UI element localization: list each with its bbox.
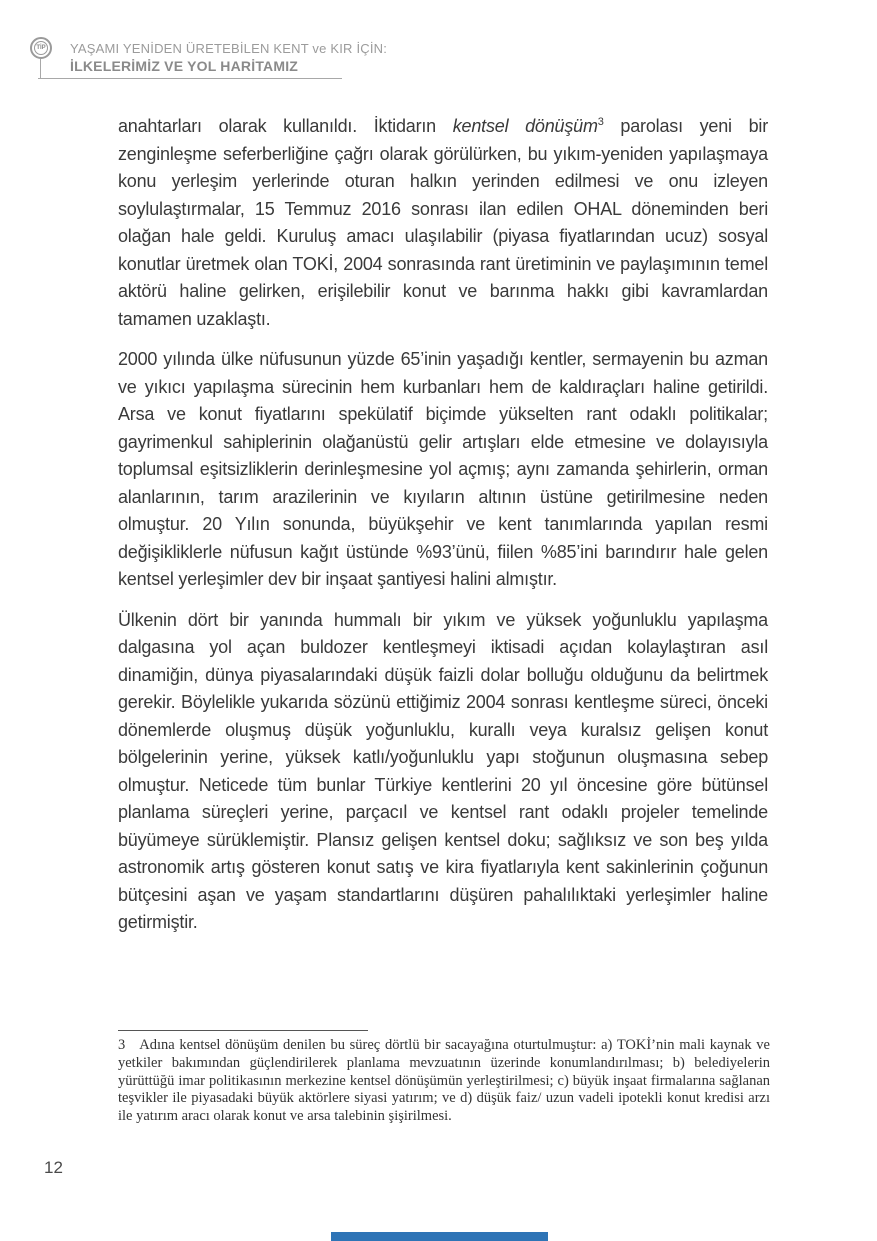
footnote-reference-3: 3 (597, 116, 604, 128)
paragraph-3: Ülkenin dört bir yanında hummalı bir yıkım ve yüksek yoğunluklu yapılaşma dalgasına yol açan buldozer kentleşmeyi iktisadi açıdan kolaylaştıran asıl dinamiğin, dünya piyasalarındaki düşük faizli dolar bolluğu olduğunu da belirtmek gerekir. Böylelikle yukarıda sözünü ettiğimiz 2004 sonrası kentleşme süreci, önceki dönemlerde oluşmuş düşük yoğunluklu, kurallı veya kuralsız gelişen konut bölgelerinin yerine, yüksek katlı/yoğunluklu yapı stoğunun oluşmasına sebep olmuştur. Neticede tüm bunlar Türkiye kentlerini 20 yıl öncesine göre bütünsel planlama süreçleri yerine, parçacıl ve kentsel rant odaklı projeler temelinde büyümeye sürüklemiştir. Plansız gelişen kentsel doku; sağlıksız ve son beş yılda astronomik artış gösteren konut satış ve kira fiyatlarıyla kent sakinlerinin çoğunun bütçesini aşan ve yaşam standartlarını düşüren pahalılıktaki yerleşimler haline getirmiştir. (118, 609, 768, 932)
tip-logo-text: TİP (34, 41, 48, 55)
header-underline (38, 78, 342, 79)
paragraph-1-pre: anahtarları olarak kullanıldı. İktidarın (118, 116, 453, 136)
page-number: 12 (44, 1158, 63, 1177)
paragraph-1 (118, 113, 768, 333)
header-title-line1: YAŞAMI YENİDEN ÜRETEBİLEN KENT ve KIR İÇİN: (70, 41, 388, 56)
paragraph-1-post: parolası yeni bir zenginleşme seferberliğine çağrı olarak görülürken, bu yıkım-yeniden yapılaşmaya konu yerleşim yerlerinde oturan halkın yerinden edilmesi ve onu izleyen soylulaştırmalar, 15 Temmuz 2016 sonrası ilan edilen OHAL döneminden beri olağan hale geldi. Kuruluş amacı ulaşılabilir (piyasa fiyatlarından ucuz) sosyal konutlar üretmek olan TOKİ, 2004 sonrasında rant üretiminin ve paylaşımının temel aktörü haline gelirken, erişilebilir konut ve barınma hakkı gibi kavramlardan tamamen uzaklaştı. (118, 116, 768, 329)
tip-party-logo-icon (30, 37, 52, 59)
footnote-number: 3 (118, 1037, 126, 1053)
bottom-accent-bar (331, 1232, 548, 1241)
footnote-block (118, 1037, 770, 1126)
paragraph-1-italic-phrase: kentsel dönüşüm (452, 116, 598, 136)
paragraph-2: 2000 yılında ülke nüfusunun yüzde 65’inin yaşadığı kentler, sermayenin bu azman ve yıkıcı yapılaşma sürecinin hem kurbanları hem de kaldıraçları haline getirildi. Arsa ve konut fiyatlarını spekülatif biçimde yükselten rant odaklı politikalar; gayrimenkul sahiplerinin olağanüstü gelir artışları elde etmesine ve dolayısıyla toplumsal eşitsizliklerin derinleşmesine yol açmış; aynı zamanda şehirlerin, orman alanlarının, tarım arazilerinin ve kıyıların altının üstüne getirilmesine neden olmuştur. 20 Yılın sonunda, büyükşehir ve kent tanımlarında yapılan resmi değişikliklerle nüfusun kağıt üstünde %93’ünü, fiilen %85’ini barındırır hale gelen kentsel yerleşimler dev bir inşaat şantiyesi halini almıştır. (118, 349, 768, 589)
header-title-block (70, 40, 670, 75)
header-title-line2: İLKELERİMİZ VE YOL HARİTAMIZ (70, 58, 299, 74)
footnote-text: Adına kentsel dönüşüm denilen bu süreç dörtlü bir sacayağına oturtulmuştur: a) TOKİ’nin mali kaynak ve yetkiler bakımından güçlendirilerek planlama mevzuatının üzerinde konumlandırılması; b) belediyelerin yürüttüğü imar politikasının merkezine kentsel dönüşümün yerleştirilmesi; c) büyük inşaat firmalarına sağlanan teşvikler ile piyasadaki büyük aktörlere siyasi yatırım; ve d) düşük faiz/ uzun vadeli ipotekli konut kredisi arzı ile yatırım aracı olarak konut ve arsa talebinin şişirilmesi. (118, 1037, 770, 1125)
logo-stem-line (40, 59, 41, 78)
page-header (0, 0, 877, 90)
footnote-separator-rule (118, 1030, 368, 1031)
body-text-block (118, 113, 768, 937)
